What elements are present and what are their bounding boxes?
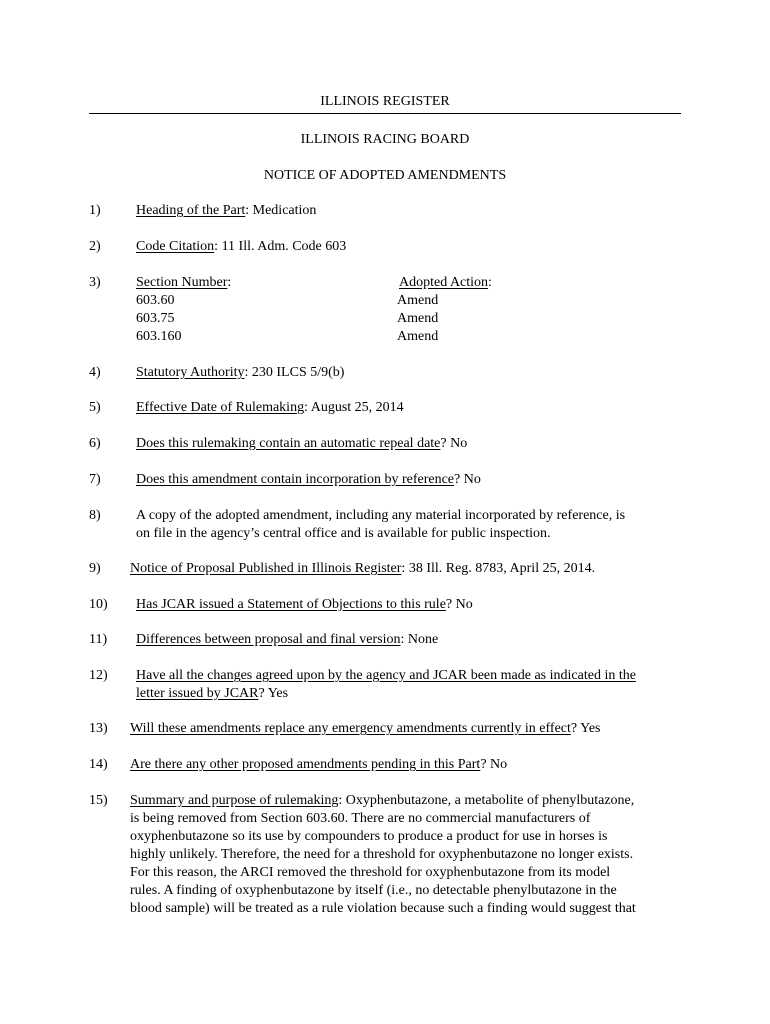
item-10-number: 10) [89, 597, 108, 612]
item-13-number: 13) [89, 721, 108, 736]
item-15: Summary and purpose of rulemaking: Oxyphenbutazone, a metabolite of phenylbutazone, is being removed from Section 603.60. There are no commercial manufacturers of oxyphenbutazone so its use by compounders to produce a product for use in horses is highly unlikely. Therefore, the need for a threshold for oxyphenbutazone no longer exists. For this reason, the ARCI removed the threshold for oxyphenbutazone from its model rules. A finding of oxyphenbutazone by itself (i.e., no detectable phenylbutazone in the blood sample) will be treated as a rule violation because such a finding would suggest that [130, 793, 636, 916]
item-5: Effective Date of Rulemaking: August 25, 2014 [136, 400, 404, 415]
adopted-action-header: Adopted Action: [399, 275, 492, 290]
section-number: 603.160 [136, 329, 182, 344]
adopted-action: Amend [397, 329, 439, 344]
item-12-number: 12) [89, 668, 108, 683]
item-9-number: 9) [89, 561, 101, 576]
item-10: Has JCAR issued a Statement of Objections to this rule? No [136, 597, 473, 612]
item-14-number: 14) [89, 757, 108, 772]
item-11: Differences between proposal and final version: None [136, 632, 439, 647]
item-8-number: 8) [89, 508, 101, 523]
board-title: ILLINOIS RACING BOARD [300, 132, 470, 147]
item-13: Will these amendments replace any emergency amendments currently in effect? Yes [130, 721, 601, 736]
item-4-number: 4) [89, 365, 101, 380]
section-number: 603.60 [136, 293, 175, 308]
item-5-number: 5) [89, 400, 101, 415]
item-4: Statutory Authority: 230 ILCS 5/9(b) [136, 365, 345, 380]
item-1-label: Heading of the Part [136, 203, 246, 218]
item-2-number: 2) [89, 239, 101, 254]
item-11-number: 11) [89, 632, 108, 647]
register-title: ILLINOIS REGISTER [320, 94, 450, 109]
section-number: 603.75 [136, 311, 175, 326]
item-9: Notice of Proposal Published in Illinois Register: 38 Ill. Reg. 8783, April 25, 2014. [130, 561, 596, 576]
item-8: A copy of the adopted amendment, including any material incorporated by reference, is on file in the agency’s central office and is available for public inspection. [136, 508, 626, 541]
item-3-number: 3) [89, 275, 101, 290]
item-15-number: 15) [89, 793, 108, 808]
item-1-number: 1) [89, 203, 101, 218]
item-7-number: 7) [89, 472, 101, 487]
item-6-number: 6) [89, 436, 101, 451]
item-7: Does this amendment contain incorporation by reference? No [136, 472, 481, 487]
section-number-header: Section Number: [136, 275, 232, 290]
header-rule [89, 113, 681, 114]
notice-title: NOTICE OF ADOPTED AMENDMENTS [263, 168, 507, 183]
adopted-action: Amend [397, 293, 439, 308]
item-1: Heading of the Part: Medication [136, 203, 317, 218]
item-12: Have all the changes agreed upon by the agency and JCAR been made as indicated in the letter issued by JCAR? Yes [136, 668, 636, 701]
item-2-label: Code Citation [136, 239, 215, 254]
item-2-value: 11 Ill. Adm. Code 603 [221, 239, 347, 254]
item-14: Are there any other proposed amendments pending in this Part? No [130, 757, 508, 772]
adopted-action: Amend [397, 311, 439, 326]
item-2: Code Citation: 11 Ill. Adm. Code 603 [136, 239, 347, 254]
item-6: Does this rulemaking contain an automatic repeal date? No [136, 436, 468, 451]
item-1-value: Medication [252, 203, 317, 218]
